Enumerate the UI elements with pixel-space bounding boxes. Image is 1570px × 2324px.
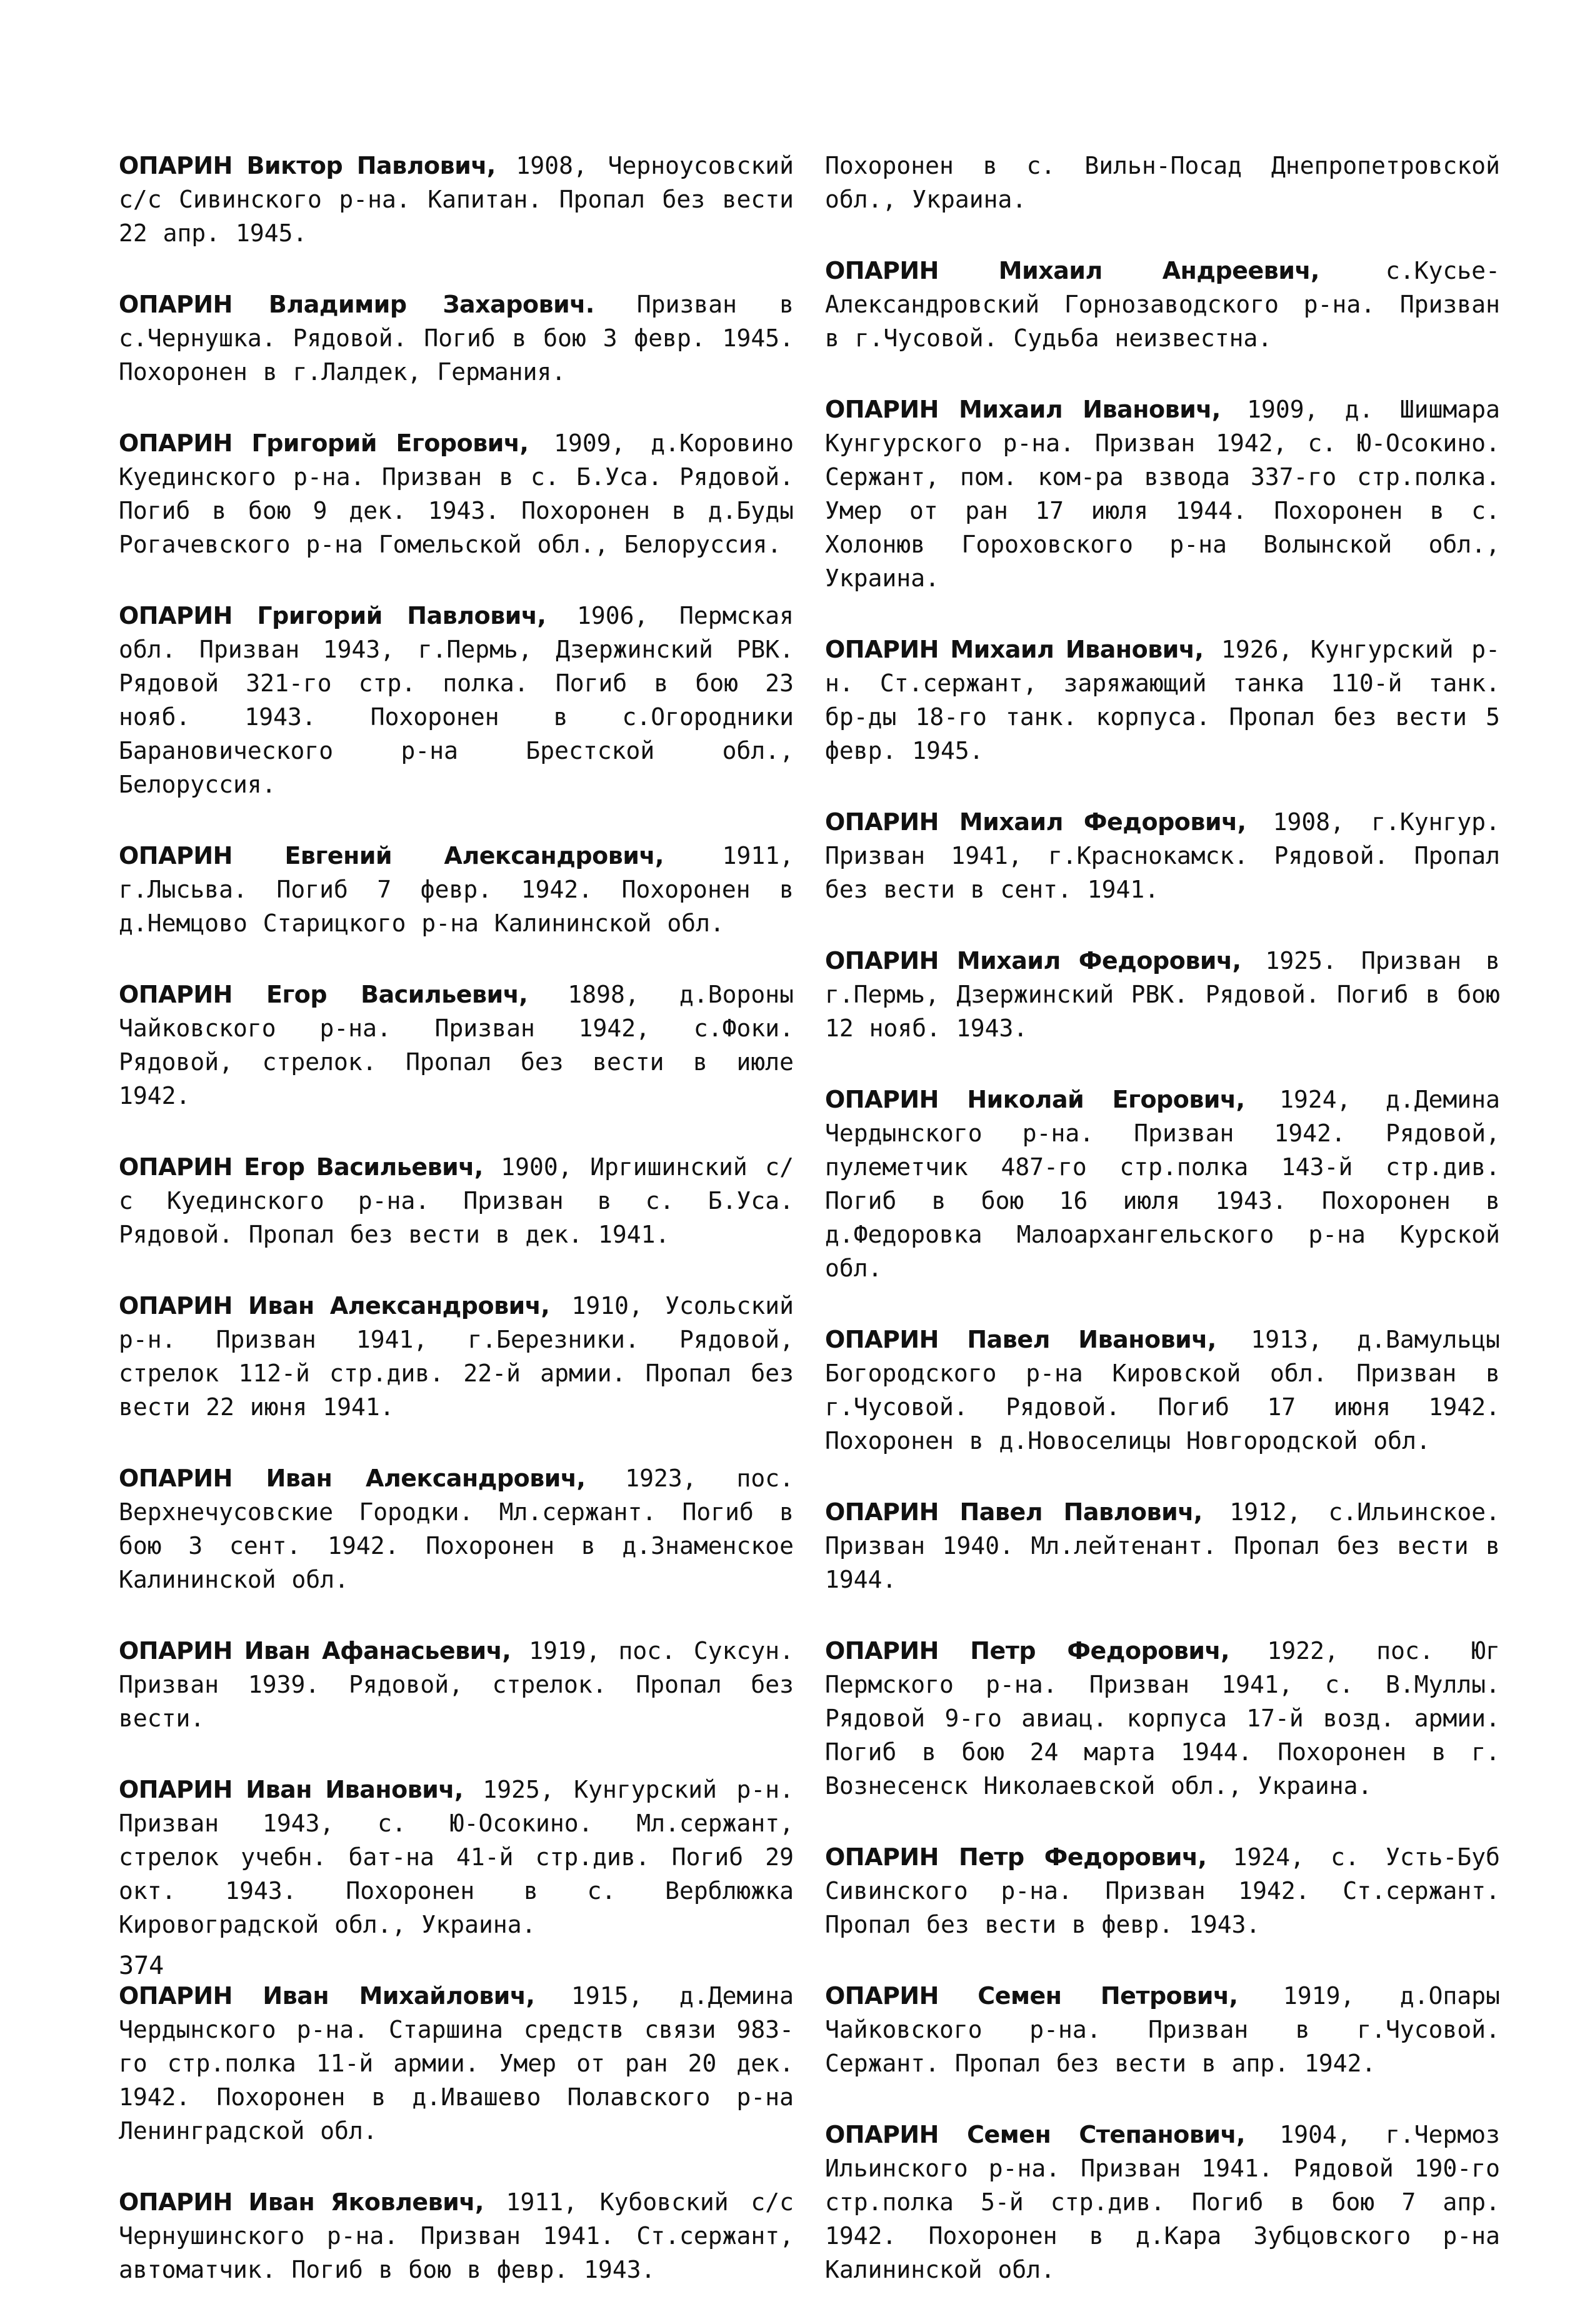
entry xyxy=(825,2118,1500,2286)
entry-name: ОПАРИН Иван Афанасьевич, xyxy=(119,1637,511,1665)
entry-text: 1925. Призван в г.Пермь, Дзержинский РВК. Рядовой. Погиб в бою 12 нояб. 1943. xyxy=(825,947,1500,1042)
entry xyxy=(119,2185,794,2286)
entry-text: 1923, пос. Верхнечусовские Городки. Мл.сержант. Погиб в бою 3 сент. 1942. Похоронен в д.Знаменское Калининской обл. xyxy=(119,1465,794,1593)
entry-name: ОПАРИН Михаил Иванович, xyxy=(825,636,1204,663)
entry xyxy=(825,1495,1500,1596)
entry-name: ОПАРИН Михаил Федорович, xyxy=(825,947,1241,974)
entry-name: ОПАРИН Иван Александрович, xyxy=(119,1292,550,1320)
entry-name: ОПАРИН Михаил Иванович, xyxy=(825,396,1221,423)
entry xyxy=(119,1461,794,1596)
entry-name: ОПАРИН Семен Степанович, xyxy=(825,2121,1246,2148)
page-number: 374 xyxy=(119,1951,164,1980)
entry xyxy=(119,149,794,250)
entry-text: 1904, г.Чермоз Ильинского р-на. Призван 1941. Рядовой 190-го стр.полка 5-й стр.див. Погиб в бою 7 апр. 1942. Похоронен в д.Кара Зубцовского р-на Калининской обл. xyxy=(825,2121,1500,2283)
left-column xyxy=(119,149,794,2324)
entry xyxy=(119,288,794,389)
entry-text: 1922, пос. Юг Пермского р-на. Призван 1941, с. В.Муллы. Рядовой 9-го авиац. корпуса 17-й возд. армии. Погиб в бою 24 марта 1944. Похоронен в г. Вознесенск Николаевской обл., Украина. xyxy=(825,1637,1500,1800)
entry-text: 1919, пос. Суксун. Призван 1939. Рядовой, стрелок. Пропал без вести. xyxy=(119,1637,794,1732)
entry-text: 1924, с. Усть-Буб Сивинского р-на. Призван 1942. Ст.сержант. Пропал без вести в февр. 1943. xyxy=(825,1843,1500,1938)
entry xyxy=(825,944,1500,1045)
entry-name: ОПАРИН Владимир Захарович. xyxy=(119,291,594,318)
entry xyxy=(825,254,1500,355)
entry-text: 1911, г.Лысьва. Погиб 7 февр. 1942. Похоронен в д.Немцово Старицкого р-на Калининской обл. xyxy=(119,842,794,937)
entry xyxy=(119,1289,794,1424)
entry-text: 1908, г.Кунгур. Призван 1941, г.Краснокамск. Рядовой. Пропал без вести в сент. 1941. xyxy=(825,808,1500,903)
entry-name: ОПАРИН Григорий Павлович, xyxy=(119,602,546,629)
entry-name: ОПАРИН Иван Михайлович, xyxy=(119,1982,535,2010)
entry-text: 1915, д.Демина Чердынского р-на. Старшина средств связи 983-го стр.полка 11-й армии. Умер от ран 20 дек. 1942. Похоронен в д.Ивашево Полавского р-на Ленинградской обл. xyxy=(119,1982,794,2145)
entry-name: ОПАРИН Михаил Андреевич, xyxy=(825,257,1319,284)
entry-text: 1912, с.Ильинское. Призван 1940. Мл.лейтенант. Пропал без вести в 1944. xyxy=(825,1498,1500,1593)
entry-text: 1926, Кунгурский р-н. Ст.сержант, заряжающий танка 110-й танк. бр-ды 18-го танк. корпуса. Пропал без вести 5 февр. 1945. xyxy=(825,636,1500,764)
entry xyxy=(119,1773,794,1941)
entry xyxy=(825,1840,1500,1941)
entry xyxy=(825,805,1500,906)
entry-text: 1925, Кунгурский р-н. Призван 1943, с. Ю-Осокино. Мл.сержант, стрелок учебн. бат-на 41-й стр.див. Погиб 29 окт. 1943. Похоронен в с. Верблюжка Кировоградской обл., Украина. xyxy=(119,1776,794,1938)
entry-name: ОПАРИН Павел Павлович, xyxy=(825,1498,1202,1526)
entry-name: ОПАРИН Иван Александрович, xyxy=(119,1465,586,1492)
entry-name: ОПАРИН Виктор Павлович, xyxy=(119,152,496,179)
entry xyxy=(119,1634,794,1735)
entry-name: ОПАРИН Иван Яковлевич, xyxy=(119,2188,484,2216)
entry-text: 1919, д.Опары Чайковского р-на. Призван в г.Чусовой. Сержант. Пропал без вести в апр. 1942. xyxy=(825,1982,1500,2077)
entry xyxy=(119,978,794,1113)
entry xyxy=(825,1634,1500,1803)
entry-continuation xyxy=(825,149,1500,216)
entry xyxy=(119,426,794,561)
entry-name: ОПАРИН Григорий Егорович, xyxy=(119,429,529,457)
entry-name: ОПАРИН Егор Васильевич, xyxy=(119,1153,483,1181)
entry-name: ОПАРИН Семен Петрович, xyxy=(825,1982,1238,2010)
entry-text: 1910, Усольский р-н. Призван 1941, г.Березники. Рядовой, стрелок 112-й стр.див. 22-й армии. Пропал без вести 22 июня 1941. xyxy=(119,1292,794,1421)
entry-text: Призван в с.Чернушка. Рядовой. Погиб в бою 3 февр. 1945. Похоронен в г.Лалдек, Германия. xyxy=(119,291,794,386)
entry-text: 1913, д.Вамульцы Богородского р-на Кировской обл. Призван в г.Чусовой. Рядовой. Погиб 17 июня 1942. Похоронен в д.Новоселицы Новгородской обл. xyxy=(825,1326,1500,1455)
entry-text: 1906, Пермская обл. Призван 1943, г.Пермь, Дзержинский РВК. Рядовой 321-го стр. полка. Погиб в бою 23 нояб. 1943. Похоронен в с.Огородники Барановического р-на Брестской обл., Белоруссия. xyxy=(119,602,794,798)
entry xyxy=(825,1083,1500,1285)
entry-text: 1911, Кубовский с/с Чернушинского р-на. Призван 1941. Ст.сержант, автоматчик. Погиб в бою в февр. 1943. xyxy=(119,2188,794,2283)
entry-text: 1908, Черноусовский с/с Сивинского р-на. Капитан. Пропал без вести 22 апр. 1945. xyxy=(119,152,794,247)
entry-text: 1909, д.Коровино Куединского р-на. Призван в с. Б.Уса. Рядовой. Погиб в бою 9 дек. 1943. Похоронен в д.Буды Рогачевского р-на Гомельской обл., Белоруссия. xyxy=(119,429,794,558)
entry xyxy=(119,839,794,940)
entry xyxy=(825,633,1500,768)
entry-name: ОПАРИН Павел Иванович, xyxy=(825,1326,1216,1353)
entry-text: Похоронен в с. Вильн-Посад Днепропетровской обл., Украина. xyxy=(825,152,1500,213)
entry-name: ОПАРИН Егор Васильевич, xyxy=(119,981,528,1008)
entry xyxy=(825,1979,1500,2080)
entry-name: ОПАРИН Петр Федорович, xyxy=(825,1843,1207,1871)
entry-name: ОПАРИН Михаил Федорович, xyxy=(825,808,1246,836)
entry xyxy=(119,1150,794,1251)
entry xyxy=(119,599,794,801)
entry-name: ОПАРИН Иван Иванович, xyxy=(119,1776,463,1803)
entry-text: с.Кусье-Александровский Горнозаводского р-на. Призван в г.Чусовой. Судьба неизвестна. xyxy=(825,257,1501,352)
entry-text: 1909, д. Шишмара Кунгурского р-на. Призван 1942, с. Ю-Осокино. Сержант, пом. ком-ра взвода 337-го стр.полка. Умер от ран 17 июля 1944. Похоронен в с. Холонюв Гороховского р-на Волынской обл., Украина. xyxy=(825,396,1500,592)
entry-name: ОПАРИН Евгений Александрович, xyxy=(119,842,664,869)
entry xyxy=(825,1323,1500,1458)
entry-text: 1898, д.Вороны Чайковского р-на. Призван 1942, с.Фоки. Рядовой, стрелок. Пропал без вести в июле 1942. xyxy=(119,981,794,1109)
entry-text: 1924, д.Демина Чердынского р-на. Призван 1942. Рядовой, пулеметчик 487-го стр.полка 143-й стр.див. Погиб в бою 16 июля 1943. Похоронен в д.Федоровка Малоархангельского р-на Курской обл. xyxy=(825,1086,1501,1282)
right-column xyxy=(825,149,1500,2324)
entry-name: ОПАРИН Николай Егорович, xyxy=(825,1086,1245,1113)
entry xyxy=(119,1979,794,2148)
entry-text: 1900, Иргишинский с/с Куединского р-на. Призван в с. Б.Уса. Рядовой. Пропал без вести в дек. 1941. xyxy=(119,1153,794,1248)
entry xyxy=(825,393,1500,595)
entry-name: ОПАРИН Петр Федорович, xyxy=(825,1637,1230,1665)
